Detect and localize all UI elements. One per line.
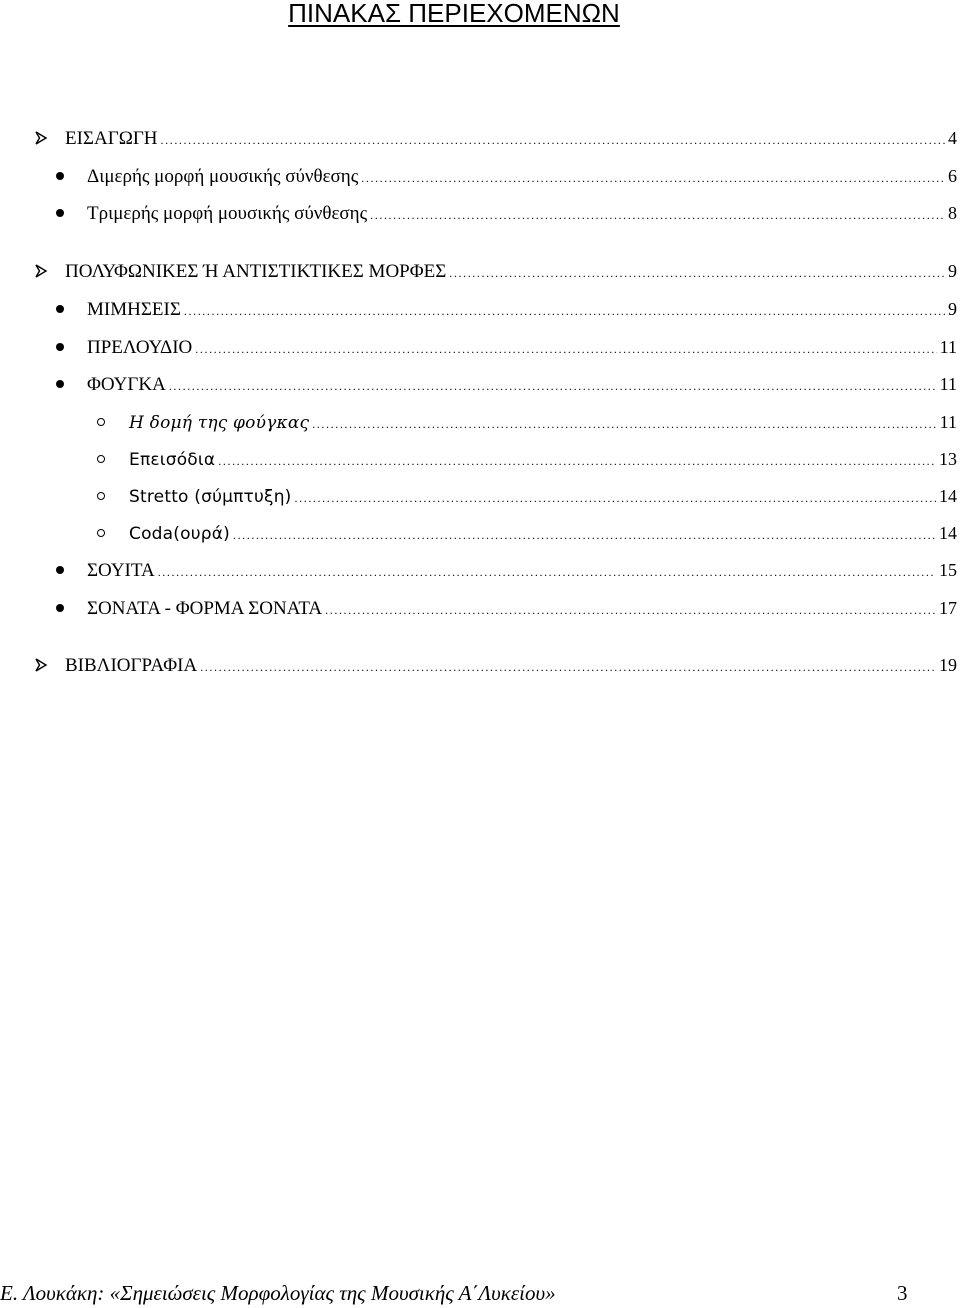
toc-entry-page: 8 [948, 203, 957, 223]
toc-entry-trimeris-morfi[interactable] [0, 199, 960, 227]
toc-entry-label: ΠΡΕΛΟΥΔΙΟ [87, 337, 193, 358]
toc-entry-page: 15 [939, 560, 957, 580]
toc-entry-sonata[interactable] [0, 594, 960, 622]
toc-entry-page: 9 [948, 299, 957, 319]
bullet-icon [52, 594, 68, 622]
dot-leader [312, 410, 936, 438]
toc-entry-label: ΕΙΣΑΓΩΓΗ [65, 128, 158, 149]
footer-page-number: 3 [897, 1281, 908, 1305]
arrow-bullet-icon [33, 257, 49, 285]
toc-entry-label: Η δομή της φούγκας [129, 413, 310, 433]
circle-bullet-icon [93, 519, 109, 547]
toc-entry-page: 14 [939, 486, 957, 506]
dot-leader [195, 335, 936, 363]
toc-entry-epeisodia[interactable] [0, 445, 960, 473]
toc-entry-page: 6 [948, 166, 957, 186]
dot-leader [370, 201, 945, 229]
dot-leader [295, 484, 936, 512]
circle-bullet-icon [93, 482, 109, 510]
dot-leader [169, 372, 937, 400]
bullet-icon [52, 295, 68, 323]
toc-entry-vivliografia[interactable] [0, 651, 960, 679]
toc-entry-page: 11 [939, 412, 957, 432]
toc-entry-page: 19 [939, 655, 957, 675]
circle-bullet-icon [93, 408, 109, 436]
bullet-icon [52, 370, 68, 398]
toc-entry-label: ΦΟΥΓΚΑ [87, 374, 166, 395]
dot-leader [361, 164, 945, 192]
dot-leader [449, 259, 945, 287]
toc-entry-souita[interactable] [0, 556, 960, 584]
toc-entry-label: ΒΙΒΛΙΟΓΡΑΦΙΑ [65, 655, 198, 676]
toc-entry-label: Επεισόδια [129, 450, 216, 470]
toc-entry-page: 11 [939, 337, 957, 357]
bullet-icon [52, 556, 68, 584]
toc-entry-fougka[interactable] [0, 370, 960, 398]
toc-entry-eisagogi[interactable] [0, 124, 960, 152]
bullet-icon [52, 333, 68, 361]
toc-entry-label: ΣΟΥΙΤΑ [87, 560, 155, 581]
toc-entry-mimiseis[interactable] [0, 295, 960, 323]
page-title: ΠΙΝΑΚΑΣ ΠΕΡΙΕΧΟΜΕΝΩΝ [288, 0, 620, 28]
bullet-icon [52, 162, 68, 190]
bullet-icon [52, 199, 68, 227]
arrow-bullet-icon [33, 651, 49, 679]
toc-entry-page: 17 [939, 598, 957, 618]
toc-entry-dimeris-morfi[interactable] [0, 162, 960, 190]
toc-entry-preloudio[interactable] [0, 333, 960, 361]
toc-entry-page: 11 [939, 374, 957, 394]
toc-entry-label: ΠΟΛΥΦΩΝΙΚΕΣ Ή ΑΝΤΙΣΤΙΚΤΙΚΕΣ ΜΟΡΦΕΣ [65, 261, 447, 282]
toc-entry-label: Τριμερής μορφή μουσικής σύνθεσης [87, 203, 368, 224]
toc-entry-page: 9 [948, 261, 957, 281]
circle-bullet-icon [93, 445, 109, 473]
toc-entry-label: Stretto (σύμπτυξη) [129, 487, 292, 507]
toc-entry-label: Διμερής μορφή μουσικής σύνθεσης [87, 166, 359, 187]
dot-leader [184, 297, 945, 325]
dot-leader [200, 653, 936, 681]
toc-entry-page: 13 [939, 449, 957, 469]
footer-text: Ε. Λουκάκη: «Σημειώσεις Μορφολογίας της Μουσικής Α΄Λυκείου» [0, 1281, 556, 1305]
toc-entry-polyfonikes-morfes[interactable] [0, 257, 960, 285]
toc-entry-label: ΜΙΜΗΣΕΙΣ [87, 299, 181, 320]
toc-entry-coda[interactable] [0, 519, 960, 547]
toc-entry-page: 4 [948, 128, 957, 148]
dot-leader [233, 521, 936, 549]
toc-entry-stretto[interactable] [0, 482, 960, 510]
toc-entry-domi-fougkas[interactable] [0, 408, 960, 436]
toc-entry-label: Coda(ουρά) [129, 524, 230, 544]
page-footer [0, 1278, 960, 1308]
toc-entry-page: 14 [939, 523, 957, 543]
toc-entry-label: ΣΟΝΑΤΑ - ΦΟΡΜΑ ΣΟΝΑΤΑ [87, 598, 323, 619]
arrow-bullet-icon [33, 124, 49, 152]
dot-leader [158, 558, 936, 586]
dot-leader [325, 596, 936, 624]
dot-leader [218, 447, 936, 475]
dot-leader [161, 126, 945, 154]
